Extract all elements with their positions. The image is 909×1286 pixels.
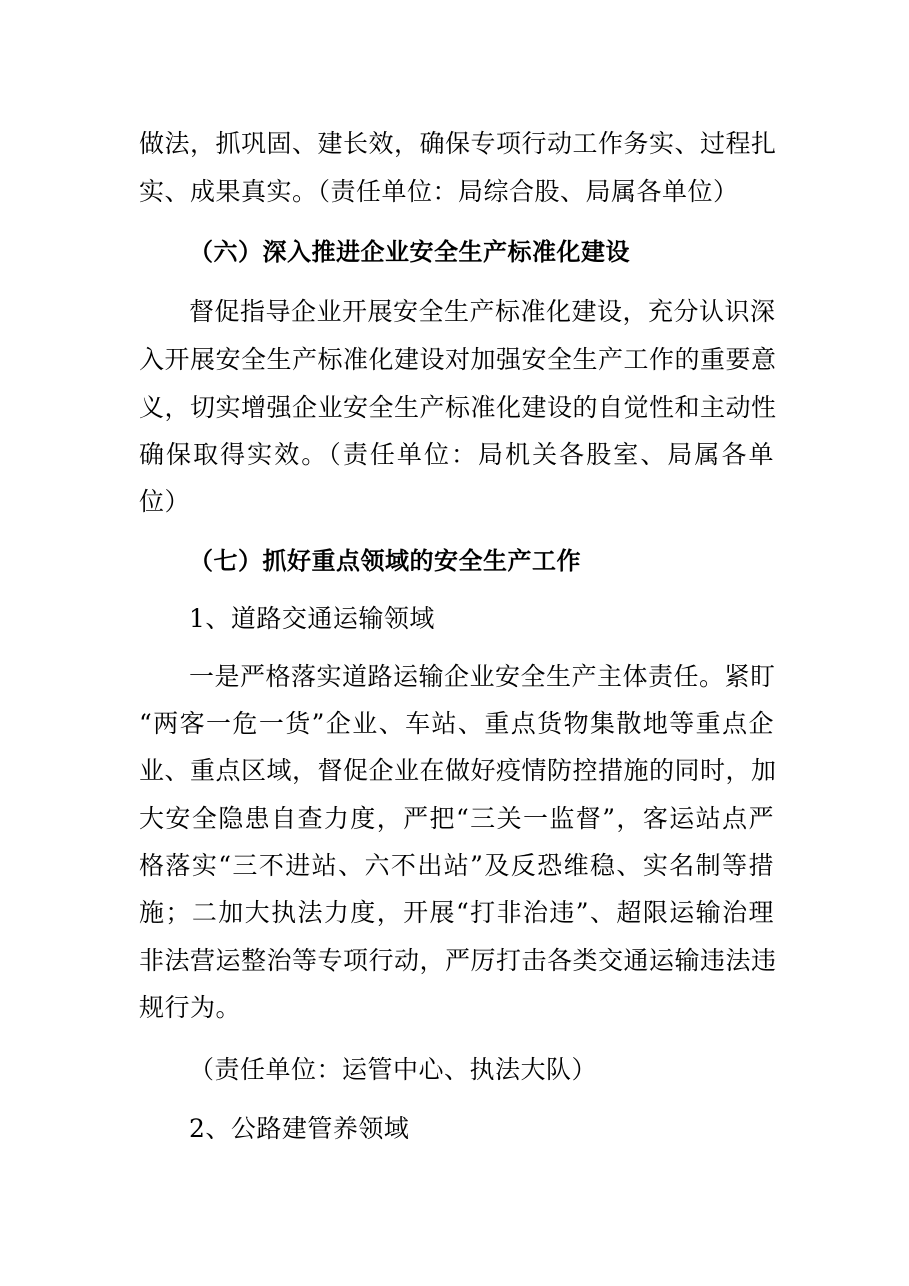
section-heading-7: （七）抓好重点领域的安全生产工作 bbox=[189, 547, 581, 575]
paragraph-line: 督促指导企业开展安全生产标准化建设，充分认识深 bbox=[189, 297, 776, 326]
paragraph-line: “两客一危一货”企业、车站、重点货物集散地等重点企 bbox=[139, 709, 774, 738]
paragraph-line: 大安全隐患自查力度，严把“三关一监督”，客运站点严 bbox=[139, 804, 774, 833]
paragraph-line: 做法，抓巩固、建长效，确保专项行动工作务实、过程扎 bbox=[139, 129, 777, 158]
subsection-heading-2: 2、公路建管养领域 bbox=[189, 1114, 410, 1143]
subsection-heading-1: 1、道路交通运输领域 bbox=[189, 604, 435, 633]
paragraph-line: 格落实“三不进站、六不出站”及反恐维稳、实名制等措 bbox=[139, 851, 774, 880]
paragraph-line: 业、重点区域，督促企业在做好疫情防控措施的同时，加 bbox=[139, 756, 777, 785]
paragraph-line: 位） bbox=[139, 487, 191, 516]
paragraph-line: 规行为。 bbox=[139, 993, 242, 1022]
paragraph-line: 一是严格落实道路运输企业安全生产主体责任。紧盯 bbox=[189, 662, 776, 691]
paragraph-line: 施；二加大执法力度，开展“打非治违”、超限运输治理 bbox=[139, 898, 774, 927]
responsibility-note: （责任单位：运管中心、执法大队） bbox=[189, 1055, 598, 1084]
paragraph-line: 义，切实增强企业安全生产标准化建设的自觉性和主动性 bbox=[139, 393, 777, 422]
paragraph-line: 确保取得实效。（责任单位：局机关各股室、局属各单 bbox=[139, 440, 774, 469]
paragraph-line: 非法营运整治等专项行动，严厉打击各类交通运输违法违 bbox=[139, 946, 777, 975]
paragraph-line: 入开展安全生产标准化建设对加强安全生产工作的重要意 bbox=[139, 345, 777, 374]
section-heading-6: （六）深入推进企业安全生产标准化建设 bbox=[189, 238, 630, 266]
paragraph-line: 实、成果真实。（责任单位：局综合股、局属各单位） bbox=[139, 177, 739, 206]
